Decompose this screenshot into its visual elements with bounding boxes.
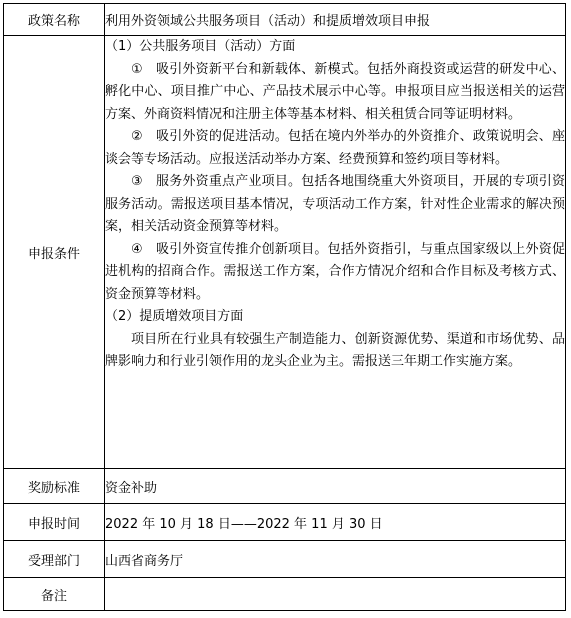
section-quality-text: 项目所在行业具有较强生产制造能力、创新资源优势、渠道和市场优势、品牌影响力和行业引领作用的龙头企业为主。需报送三年期工作实施方案。 (105, 331, 565, 369)
row-dept (4, 541, 566, 578)
policy-table (3, 3, 566, 611)
remark-label: 备注 (4, 578, 105, 611)
reward-value: 资金补助 (105, 469, 566, 504)
time-label: 申报时间 (4, 504, 105, 541)
row-time (4, 504, 566, 541)
condition-item-4: ④ 吸引外资宣传推介创新项目。包括外资指引，与重点国家级以上外资促进机构的招商合作。需报送工作方案，合作方情况介绍和合作目标及考核方式、资金预算等材料。 (105, 241, 565, 302)
row-remark (4, 578, 566, 611)
time-value: 2022 年 10 月 18 日——2022 年 11 月 30 日 (105, 504, 566, 541)
condition-item-3: ③ 服务外资重点产业项目。包括各地围绕重大外资项目，开展的专项引资服务活动。需报送项目基本情况，专项活动工作方案，针对性企业需求的解决预案，相关活动资金预算等材料。 (105, 174, 565, 234)
dept-value: 山西省商务厅 (105, 541, 566, 578)
policy-name-value: 利用外资领域公共服务项目（活动）和提质增效项目申报 (105, 4, 566, 36)
policy-name-label: 政策名称 (4, 4, 105, 36)
dept-label: 受理部门 (4, 541, 105, 578)
remark-value (105, 578, 566, 611)
section-public-service-title: （1）公共服务项目（活动）方面 (105, 39, 296, 54)
row-reward (4, 469, 566, 504)
row-policy-name (4, 4, 566, 36)
reward-label: 奖励标准 (4, 469, 105, 504)
condition-item-2: ② 吸引外资的促进活动。包括在境内外举办的外资推介、政策说明会、座谈会等专场活动。应报送活动举办方案、经费预算和签约项目等材料。 (105, 129, 565, 167)
condition-item-1: ① 吸引外资新平台和新载体、新模式。包括外商投资或运营的研发中心、孵化中心、项目推广中心、产品技术展示中心等。申报项目应当报送相关的运营方案、外商资料情况和注册主体等基本材料、相关租赁合同等证明材料。 (105, 61, 565, 122)
section-quality-title: （2）提质增效项目方面 (105, 309, 244, 324)
conditions-label: 申报条件 (4, 36, 105, 469)
row-conditions (4, 36, 566, 469)
conditions-content (105, 36, 566, 469)
